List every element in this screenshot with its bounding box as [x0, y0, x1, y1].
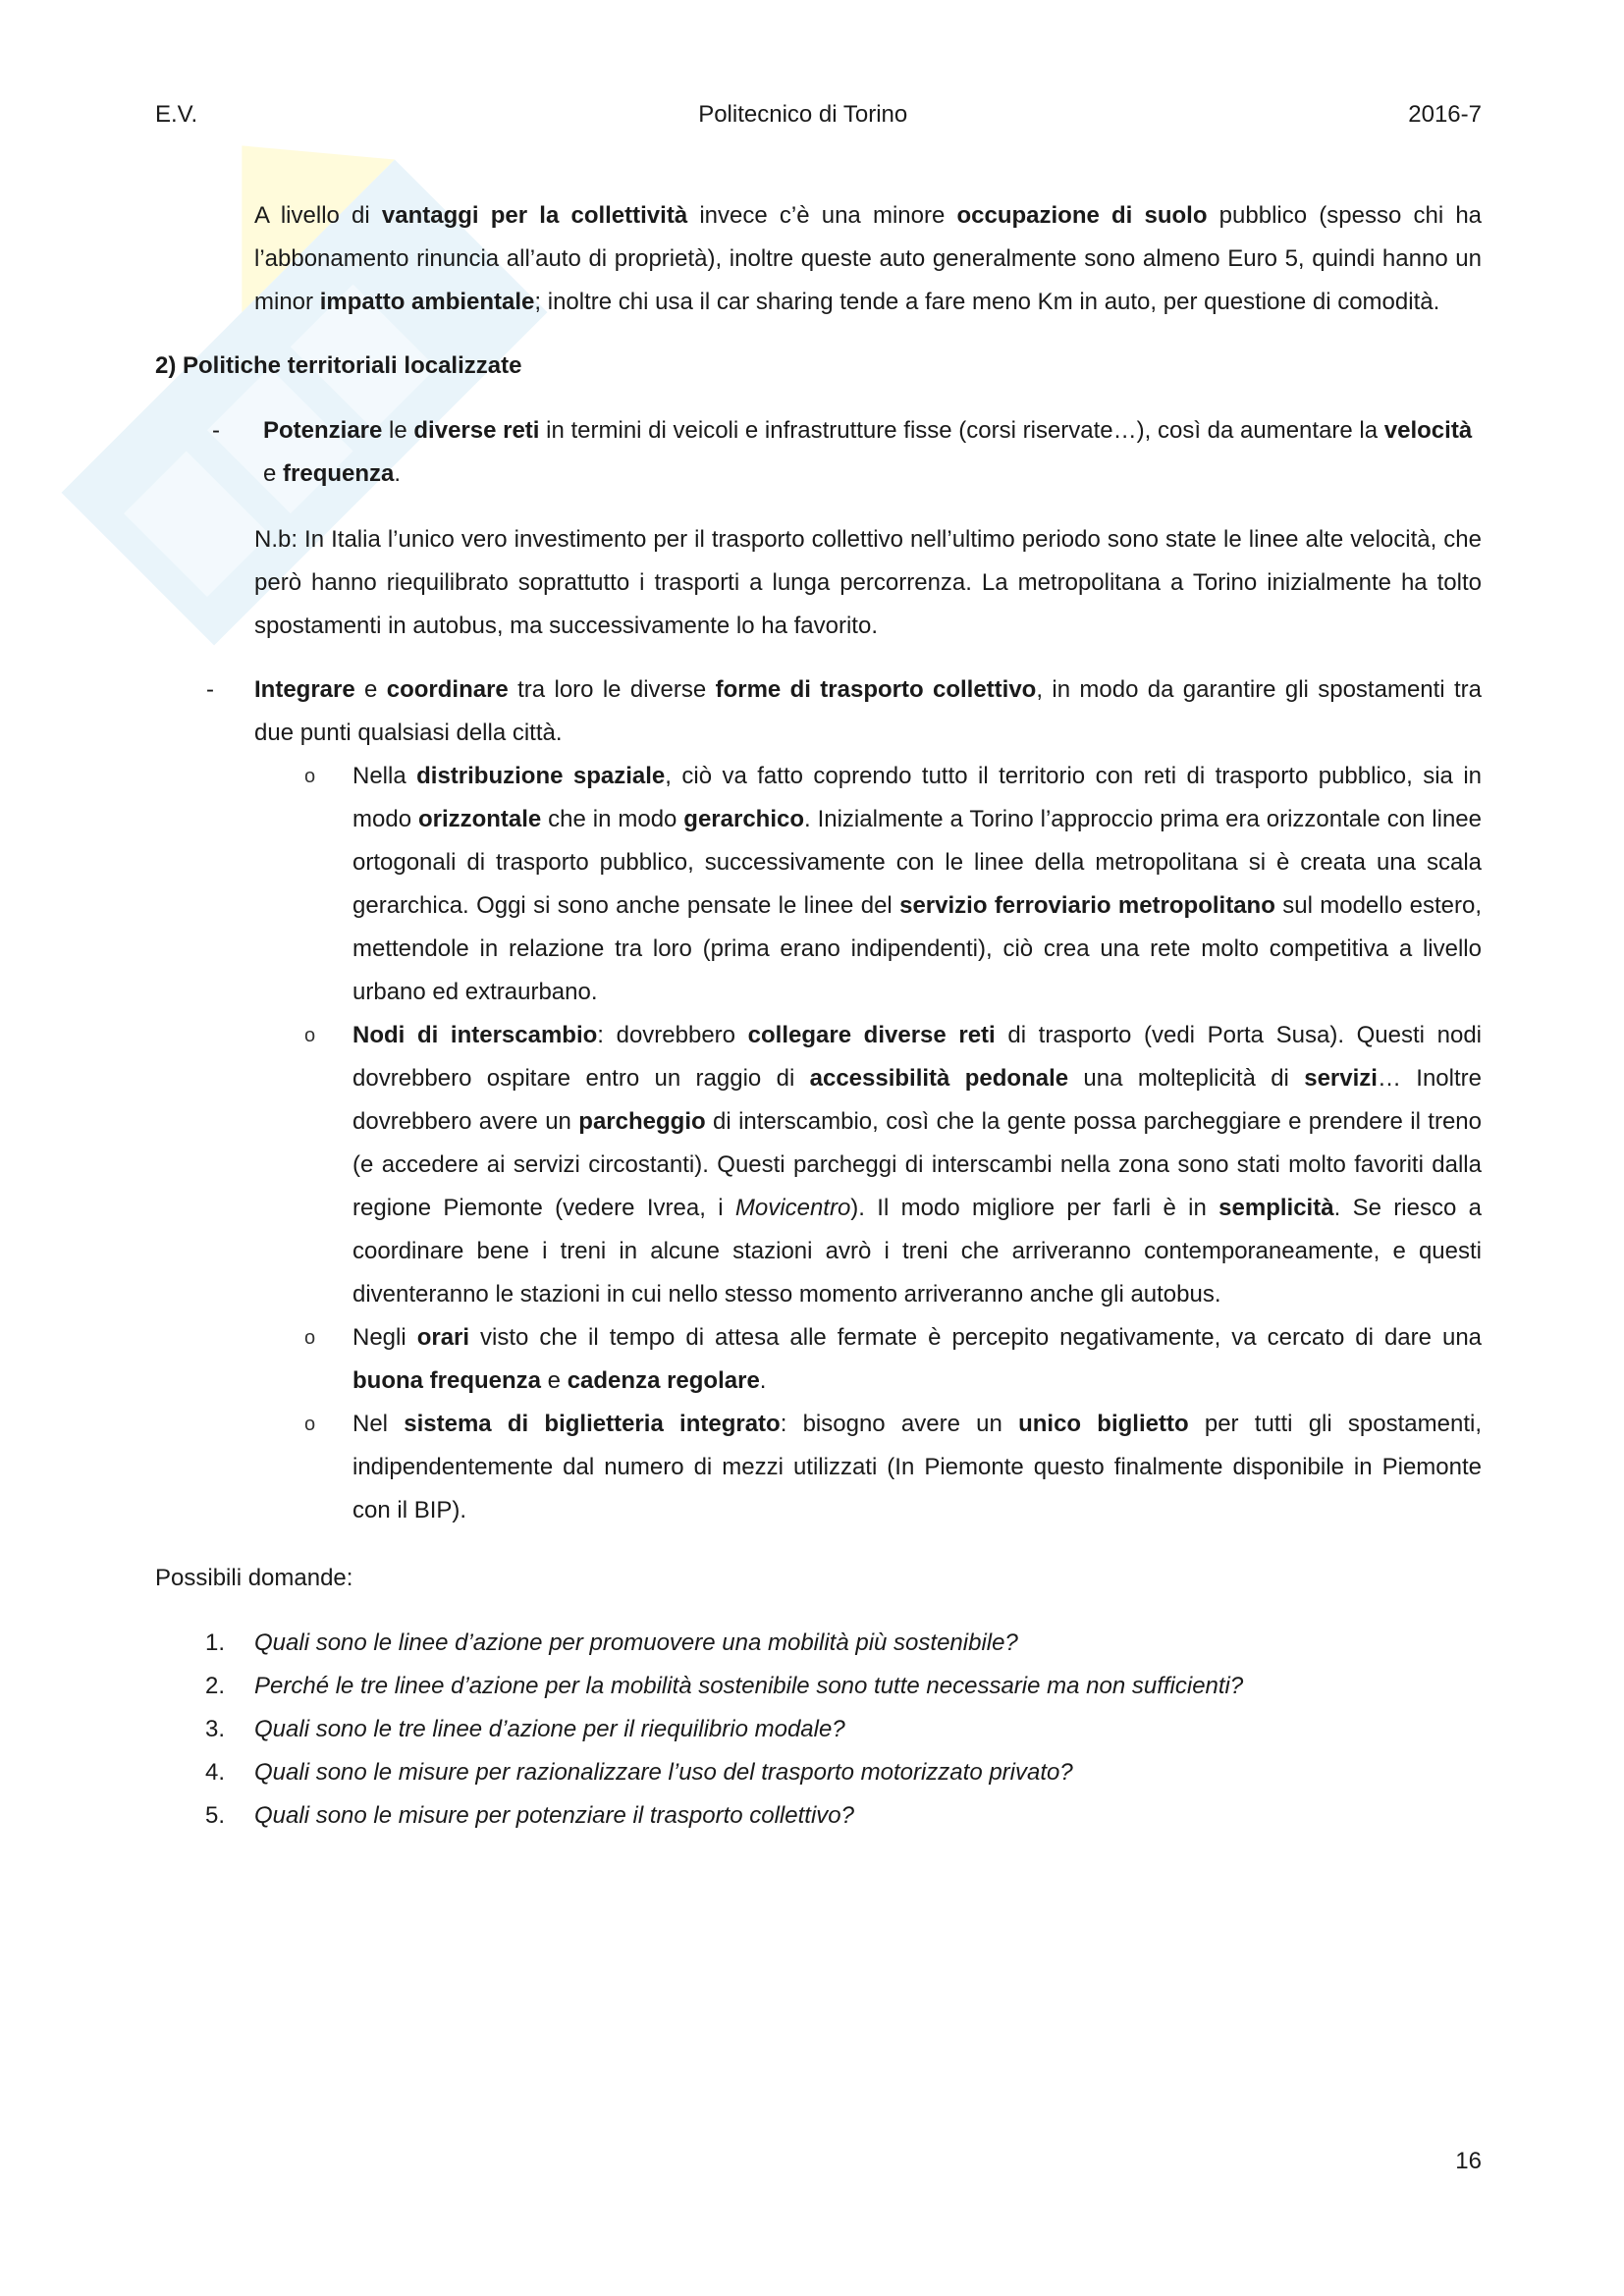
- bold-term: parcheggio: [578, 1108, 706, 1135]
- sub-bullet-interchange-nodes: [352, 1014, 1482, 1316]
- bold-term: orari: [416, 1324, 470, 1351]
- bold-term: collegare diverse reti: [747, 1022, 996, 1048]
- text-run: ; inoltre chi usa il car sharing tende a fare meno Km in auto, per questione di comodità.: [534, 289, 1440, 315]
- header-institution: Politecnico di Torino: [698, 101, 908, 128]
- paragraph-nb: [254, 518, 1482, 648]
- sub-bullet-row: [304, 755, 1482, 1014]
- bold-term: coordinare: [386, 676, 509, 703]
- bold-term: buona frequenza: [352, 1367, 542, 1394]
- bold-term: velocità: [1383, 417, 1473, 444]
- header-year: 2016-7: [1408, 101, 1482, 128]
- header-author: E.V.: [155, 101, 198, 128]
- questions-title: Possibili domande:: [155, 1565, 353, 1591]
- text-run: , in modo da garantire gli spostamenti tra due punti qualsiasi della città.: [254, 676, 1482, 746]
- circle-bullet: o: [304, 1327, 316, 1349]
- text-run: di interscambio, così che la gente possa parcheggiare e prendere il treno (e accedere ai servizi circostanti). Questi parcheggi di interscambi nella zona sono stati molto favoriti dalla regione Piemonte (vedere Ivrea, i: [352, 1108, 1482, 1221]
- paragraph-collective-benefits: [254, 194, 1482, 324]
- sub-bullet-spatial-distribution: [352, 755, 1482, 1014]
- bold-term: unico biglietto: [1018, 1411, 1189, 1437]
- bold-term: semplicità: [1218, 1195, 1334, 1221]
- text-run: . Se riesco a coordinare bene i treni in alcune stazioni avrò i treni che arriveranno contemporaneamente, e questi diventeranno le stazioni in cui nello stesso momento arriveranno anche gli autobus.: [352, 1195, 1482, 1308]
- questions-list: [155, 1622, 1482, 1838]
- bullet-integrare: [254, 668, 1482, 755]
- sub-bullet-row: [304, 1014, 1482, 1316]
- text-run: … Inoltre dovrebbero avere un: [352, 1065, 1482, 1135]
- question-row: [205, 1751, 1482, 1794]
- bold-term: sistema di biglietteria integrato: [404, 1411, 781, 1437]
- text-run: pubblico (spesso chi ha l’abbonamento rinuncia all’auto di proprietà), inoltre queste auto generalmente sono almeno Euro 5, quindi hanno un minor: [254, 202, 1483, 315]
- circle-bullet: o: [304, 1414, 316, 1435]
- question-number: 3.: [205, 1716, 226, 1742]
- text-run: sul modello estero, mettendole in relazione tra loro (prima erano indipendenti), ciò crea una rete molto competitiva a livello urbano ed extraurbano.: [352, 892, 1483, 1005]
- bold-term: Nodi di interscambio: [352, 1022, 598, 1048]
- question-row: [205, 1794, 1482, 1838]
- dash-bullet: -: [212, 417, 220, 444]
- text-run: tra loro le diverse: [508, 676, 716, 703]
- text-run: le: [382, 417, 414, 444]
- text-run: visto che il tempo di attesa alle fermate è percepito negativamente, va cercato di dare una: [469, 1324, 1483, 1351]
- bold-term: gerarchico: [683, 806, 805, 832]
- bold-term: servizi: [1304, 1065, 1378, 1092]
- question-number: 5.: [205, 1802, 226, 1829]
- dash-bullet: -: [206, 676, 214, 703]
- sub-bullet-schedules: [352, 1316, 1482, 1403]
- bold-term: impatto ambientale: [319, 289, 535, 315]
- text-run: e: [541, 1367, 568, 1394]
- text-run: Negli: [352, 1324, 417, 1351]
- bullet-row: [206, 668, 1482, 755]
- question-item: Quali sono le misure per potenziare il trasporto collettivo?: [254, 1802, 854, 1829]
- question-number: 2.: [205, 1673, 226, 1699]
- text-run: che in modo: [541, 806, 684, 832]
- bullet-potenziare: [263, 409, 1482, 496]
- text-run: ). Il modo migliore per farli è in: [850, 1195, 1219, 1221]
- text-run: Nel: [352, 1411, 405, 1437]
- page-header: [155, 98, 1482, 132]
- sub-bullet-ticketing: [352, 1403, 1482, 1532]
- text-run: di trasporto (vedi Porta Susa). Questi nodi dovrebbero ospitare entro un raggio di: [352, 1022, 1483, 1092]
- question-number: 4.: [205, 1759, 226, 1786]
- bold-term: frequenza: [283, 460, 395, 487]
- text-run: e: [263, 460, 284, 487]
- text-run: e: [354, 676, 387, 703]
- bullet-row: [212, 409, 1482, 496]
- bold-term: distribuzione spaziale: [416, 763, 666, 789]
- question-item: Quali sono le tre linee d’azione per il riequilibrio modale?: [254, 1716, 845, 1742]
- text-run: una molteplicità di: [1068, 1065, 1305, 1092]
- circle-bullet: o: [304, 766, 316, 787]
- text-run: Nella: [352, 763, 417, 789]
- text-run: : dovrebbero: [597, 1022, 748, 1048]
- bold-term: occupazione di suolo: [956, 202, 1208, 229]
- bold-term: accessibilità pedonale: [809, 1065, 1069, 1092]
- bold-term: Potenziare: [263, 417, 383, 444]
- page-number: 16: [1455, 2148, 1482, 2174]
- text-run: invece c’è una minore: [687, 202, 957, 229]
- text-run: . Inizialmente a Torino l’approccio prima era orizzontale con linee ortogonali di trasporto pubblico, successivamente con le linee della metropolitana si è creata una scala gerarchica. Oggi si sono anche pensate le linee del: [352, 806, 1482, 919]
- sub-bullet-row: [304, 1316, 1482, 1403]
- section-heading: 2) Politiche territoriali localizzate: [155, 352, 522, 379]
- text-run: in termini di veicoli e infrastrutture fisse (corsi riservate…), così da aumentare la: [539, 417, 1384, 444]
- bold-term: Integrare: [254, 676, 355, 703]
- text-run: N.b: In Italia l’unico vero investimento per il trasporto collettivo nell’ultimo periodo sono state le linee alte velocità, che però hanno riequilibrato soprattutto i trasporti a lunga percorrenza. La metropolitana a Torino inizialmente ha tolto spostamenti in autobus, ma successivamente lo ha favorito.: [254, 526, 1482, 639]
- bold-term: cadenza regolare: [567, 1367, 760, 1394]
- text-run: per tutti gli spostamenti, indipendentemente dal numero di mezzi utilizzati (In Piemonte questo finalmente disponibile in Piemonte con il BIP).: [352, 1411, 1482, 1523]
- bold-term: orizzontale: [417, 806, 542, 832]
- bold-term: vantaggi per la collettività: [381, 202, 688, 229]
- question-row: [205, 1708, 1482, 1751]
- bold-term: diverse reti: [413, 417, 540, 444]
- text-run: A livello di: [254, 202, 382, 229]
- text-run: , ciò va fatto coprendo tutto il territorio con reti di trasporto pubblico, sia in modo: [352, 763, 1483, 832]
- bold-term: servizio ferroviario metropolitano: [899, 892, 1275, 919]
- text-run: .: [394, 460, 402, 487]
- text-run: .: [759, 1367, 767, 1394]
- question-item: Quali sono le linee d’azione per promuovere una mobilità più sostenibile?: [254, 1629, 1018, 1656]
- text-run: : bisogno avere un: [780, 1411, 1019, 1437]
- text-run: Movicentro: [734, 1195, 851, 1221]
- circle-bullet: o: [304, 1025, 316, 1046]
- question-row: [205, 1622, 1482, 1665]
- question-row: [205, 1665, 1482, 1708]
- question-item: Quali sono le misure per razionalizzare l’uso del trasporto motorizzato privato?: [254, 1759, 1073, 1786]
- bold-term: forme di trasporto collettivo: [715, 676, 1037, 703]
- question-item: Perché le tre linee d’azione per la mobilità sostenibile sono tutte necessarie ma non sufficienti?: [254, 1673, 1244, 1699]
- page-body: [155, 194, 1482, 1838]
- question-number: 1.: [205, 1629, 226, 1656]
- sub-bullet-row: [304, 1403, 1482, 1532]
